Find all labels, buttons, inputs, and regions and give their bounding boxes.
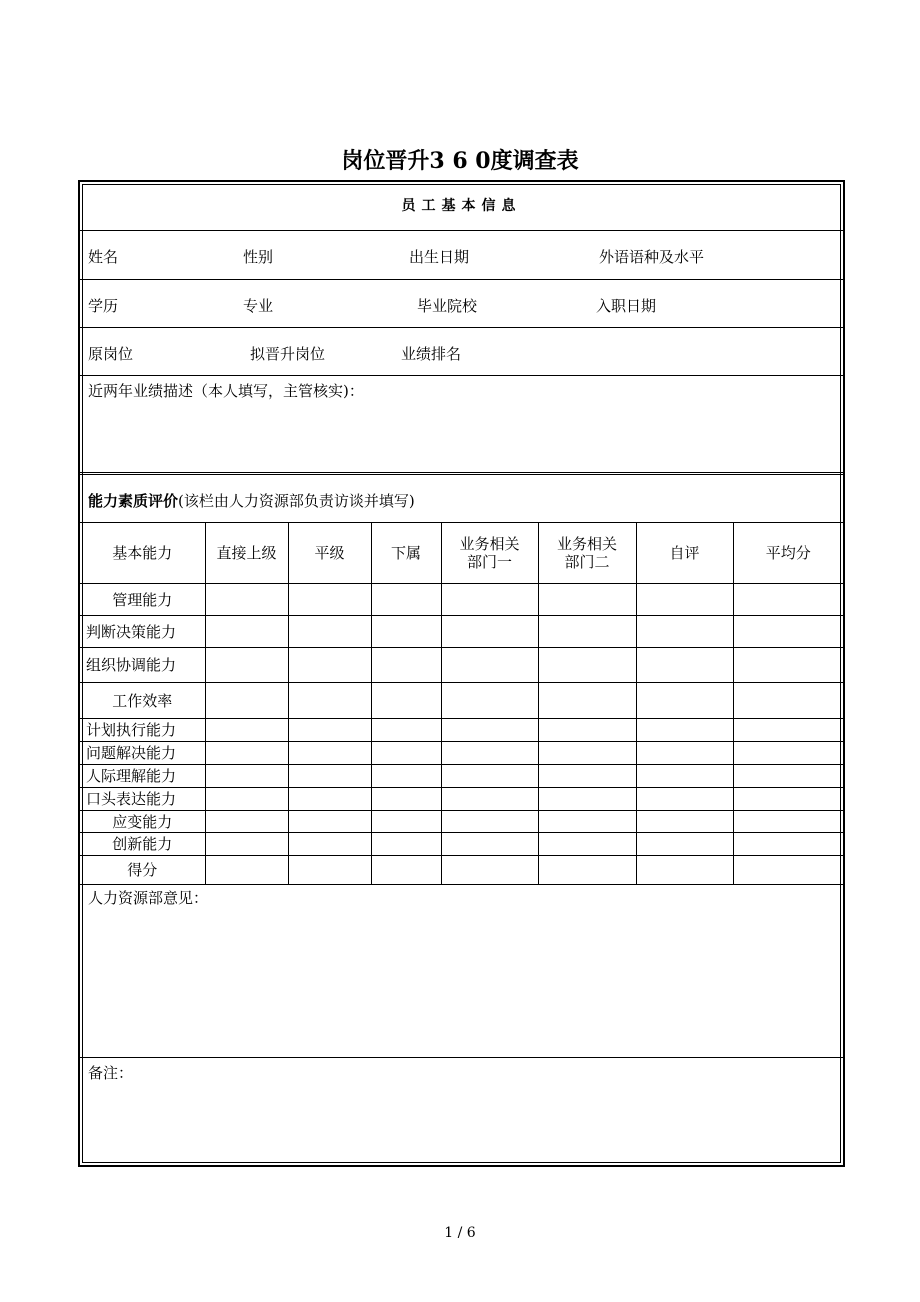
row-label: 管理能力 xyxy=(80,584,205,616)
label-original-post: 原岗位 xyxy=(88,345,134,363)
label-name: 姓名 xyxy=(88,248,119,266)
score-cell[interactable] xyxy=(371,833,441,856)
table-row xyxy=(80,811,843,833)
score-cell[interactable] xyxy=(371,648,441,683)
label-hr-opinion: 人力资源部意见： xyxy=(88,889,209,907)
score-cell[interactable] xyxy=(288,833,371,856)
row-label: 判断决策能力 xyxy=(80,616,205,648)
score-cell[interactable] xyxy=(538,811,636,833)
score-cell[interactable] xyxy=(371,742,441,765)
score-cell[interactable] xyxy=(288,742,371,765)
table-row xyxy=(80,742,843,765)
score-cell[interactable] xyxy=(371,788,441,811)
row-label: 组织协调能力 xyxy=(80,648,205,683)
row-divider xyxy=(80,1057,843,1058)
score-cell[interactable] xyxy=(538,742,636,765)
column-header: 平均分 xyxy=(733,523,843,584)
table-row xyxy=(80,584,843,616)
score-cell[interactable] xyxy=(636,719,733,742)
evaluation-heading-bold: 能力素质评价 xyxy=(88,492,179,510)
score-cell[interactable] xyxy=(205,683,288,719)
score-cell[interactable] xyxy=(288,648,371,683)
score-cell[interactable] xyxy=(288,788,371,811)
label-hire-date: 入职日期 xyxy=(596,297,657,315)
score-cell[interactable] xyxy=(733,856,843,885)
score-cell[interactable] xyxy=(441,648,538,683)
score-cell[interactable] xyxy=(441,584,538,616)
score-cell[interactable] xyxy=(733,584,843,616)
score-cell[interactable] xyxy=(371,811,441,833)
score-cell[interactable] xyxy=(441,742,538,765)
score-cell[interactable] xyxy=(636,833,733,856)
label-gender: 性别 xyxy=(243,248,274,266)
column-header-line: 业务相关 xyxy=(556,535,617,553)
score-cell[interactable] xyxy=(441,719,538,742)
label-remarks: 备注： xyxy=(88,1064,134,1082)
score-cell[interactable] xyxy=(733,833,843,856)
evaluation-heading-note: (该栏由人力资源部负责访谈并填写) xyxy=(178,492,415,510)
score-cell[interactable] xyxy=(733,742,843,765)
score-cell[interactable] xyxy=(733,788,843,811)
score-cell[interactable] xyxy=(441,765,538,788)
score-cell[interactable] xyxy=(371,719,441,742)
column-header-line: 业务相关 xyxy=(459,535,520,553)
table-row xyxy=(80,648,843,683)
row-label: 口头表达能力 xyxy=(80,788,205,811)
score-cell[interactable] xyxy=(441,811,538,833)
score-cell[interactable] xyxy=(441,833,538,856)
label-education: 学历 xyxy=(88,297,119,315)
section-separator xyxy=(80,472,843,475)
score-cell[interactable] xyxy=(205,719,288,742)
table-row xyxy=(80,856,843,885)
row-label: 问题解决能力 xyxy=(80,742,205,765)
score-cell[interactable] xyxy=(371,584,441,616)
column-header xyxy=(441,523,538,584)
score-cell[interactable] xyxy=(371,765,441,788)
column-header: 下属 xyxy=(371,523,441,584)
basic-info-header: 员工基本信息 xyxy=(401,198,522,214)
score-cell[interactable] xyxy=(288,584,371,616)
score-cell[interactable] xyxy=(441,788,538,811)
row-label: 应变能力 xyxy=(80,811,205,833)
score-cell[interactable] xyxy=(205,811,288,833)
score-cell[interactable] xyxy=(288,719,371,742)
score-cell[interactable] xyxy=(205,648,288,683)
row-divider xyxy=(80,375,843,376)
score-cell[interactable] xyxy=(205,765,288,788)
table-row xyxy=(80,765,843,788)
score-cell[interactable] xyxy=(441,683,538,719)
column-header: 直接上级 xyxy=(205,523,288,584)
score-cell[interactable] xyxy=(636,765,733,788)
row-divider xyxy=(80,230,843,231)
column-header-line: 部门一 xyxy=(466,553,512,571)
score-cell[interactable] xyxy=(733,648,843,683)
table-row xyxy=(80,683,843,719)
column-header-line: 部门二 xyxy=(564,553,610,571)
score-cell[interactable] xyxy=(371,856,441,885)
score-cell[interactable] xyxy=(538,856,636,885)
score-cell[interactable] xyxy=(205,856,288,885)
table-row xyxy=(80,788,843,811)
row-label: 得分 xyxy=(80,856,205,885)
score-cell[interactable] xyxy=(288,856,371,885)
score-cell[interactable] xyxy=(636,811,733,833)
label-major: 专业 xyxy=(243,297,274,315)
table-header-row xyxy=(80,523,843,584)
score-cell[interactable] xyxy=(636,584,733,616)
score-cell[interactable] xyxy=(441,856,538,885)
score-cell[interactable] xyxy=(733,719,843,742)
label-language: 外语语种及水平 xyxy=(599,248,705,266)
score-cell[interactable] xyxy=(288,616,371,648)
row-label: 工作效率 xyxy=(80,683,205,719)
column-header: 平级 xyxy=(288,523,371,584)
score-cell[interactable] xyxy=(733,683,843,719)
score-cell[interactable] xyxy=(538,648,636,683)
score-cell[interactable] xyxy=(636,856,733,885)
table-row xyxy=(80,719,843,742)
label-performance-desc: 近两年业绩描述（本人填写，主管核实)： xyxy=(88,382,364,400)
evaluation-heading xyxy=(88,490,415,511)
score-cell[interactable] xyxy=(288,765,371,788)
score-cell[interactable] xyxy=(538,719,636,742)
table-row xyxy=(80,616,843,648)
score-cell[interactable] xyxy=(733,616,843,648)
row-label: 人际理解能力 xyxy=(80,765,205,788)
score-cell[interactable] xyxy=(371,616,441,648)
score-cell[interactable] xyxy=(538,616,636,648)
score-cell[interactable] xyxy=(636,648,733,683)
score-cell[interactable] xyxy=(538,788,636,811)
label-birthdate: 出生日期 xyxy=(409,248,470,266)
page-number: 1 / 6 xyxy=(444,1225,476,1241)
score-cell[interactable] xyxy=(636,742,733,765)
column-header: 自评 xyxy=(636,523,733,584)
score-cell[interactable] xyxy=(538,833,636,856)
score-cell[interactable] xyxy=(733,765,843,788)
column-header xyxy=(538,523,636,584)
score-cell[interactable] xyxy=(636,683,733,719)
column-header: 基本能力 xyxy=(80,523,205,584)
row-divider xyxy=(80,279,843,280)
score-cell[interactable] xyxy=(538,765,636,788)
score-cell[interactable] xyxy=(205,833,288,856)
score-cell[interactable] xyxy=(288,683,371,719)
evaluation-table xyxy=(80,522,843,885)
row-divider xyxy=(80,327,843,328)
page-title: 岗位晋升3 6 0度调查表 xyxy=(341,148,579,174)
table-row xyxy=(80,833,843,856)
label-performance-rank: 业绩排名 xyxy=(401,345,462,363)
score-cell[interactable] xyxy=(205,616,288,648)
score-cell[interactable] xyxy=(205,742,288,765)
score-cell[interactable] xyxy=(205,788,288,811)
row-label: 计划执行能力 xyxy=(80,719,205,742)
label-school: 毕业院校 xyxy=(417,297,478,315)
row-label: 创新能力 xyxy=(80,833,205,856)
score-cell[interactable] xyxy=(205,584,288,616)
score-cell[interactable] xyxy=(441,616,538,648)
score-cell[interactable] xyxy=(733,811,843,833)
score-cell[interactable] xyxy=(538,683,636,719)
score-cell[interactable] xyxy=(636,616,733,648)
score-cell[interactable] xyxy=(288,811,371,833)
score-cell[interactable] xyxy=(371,683,441,719)
score-cell[interactable] xyxy=(636,788,733,811)
label-target-post: 拟晋升岗位 xyxy=(250,345,326,363)
score-cell[interactable] xyxy=(538,584,636,616)
